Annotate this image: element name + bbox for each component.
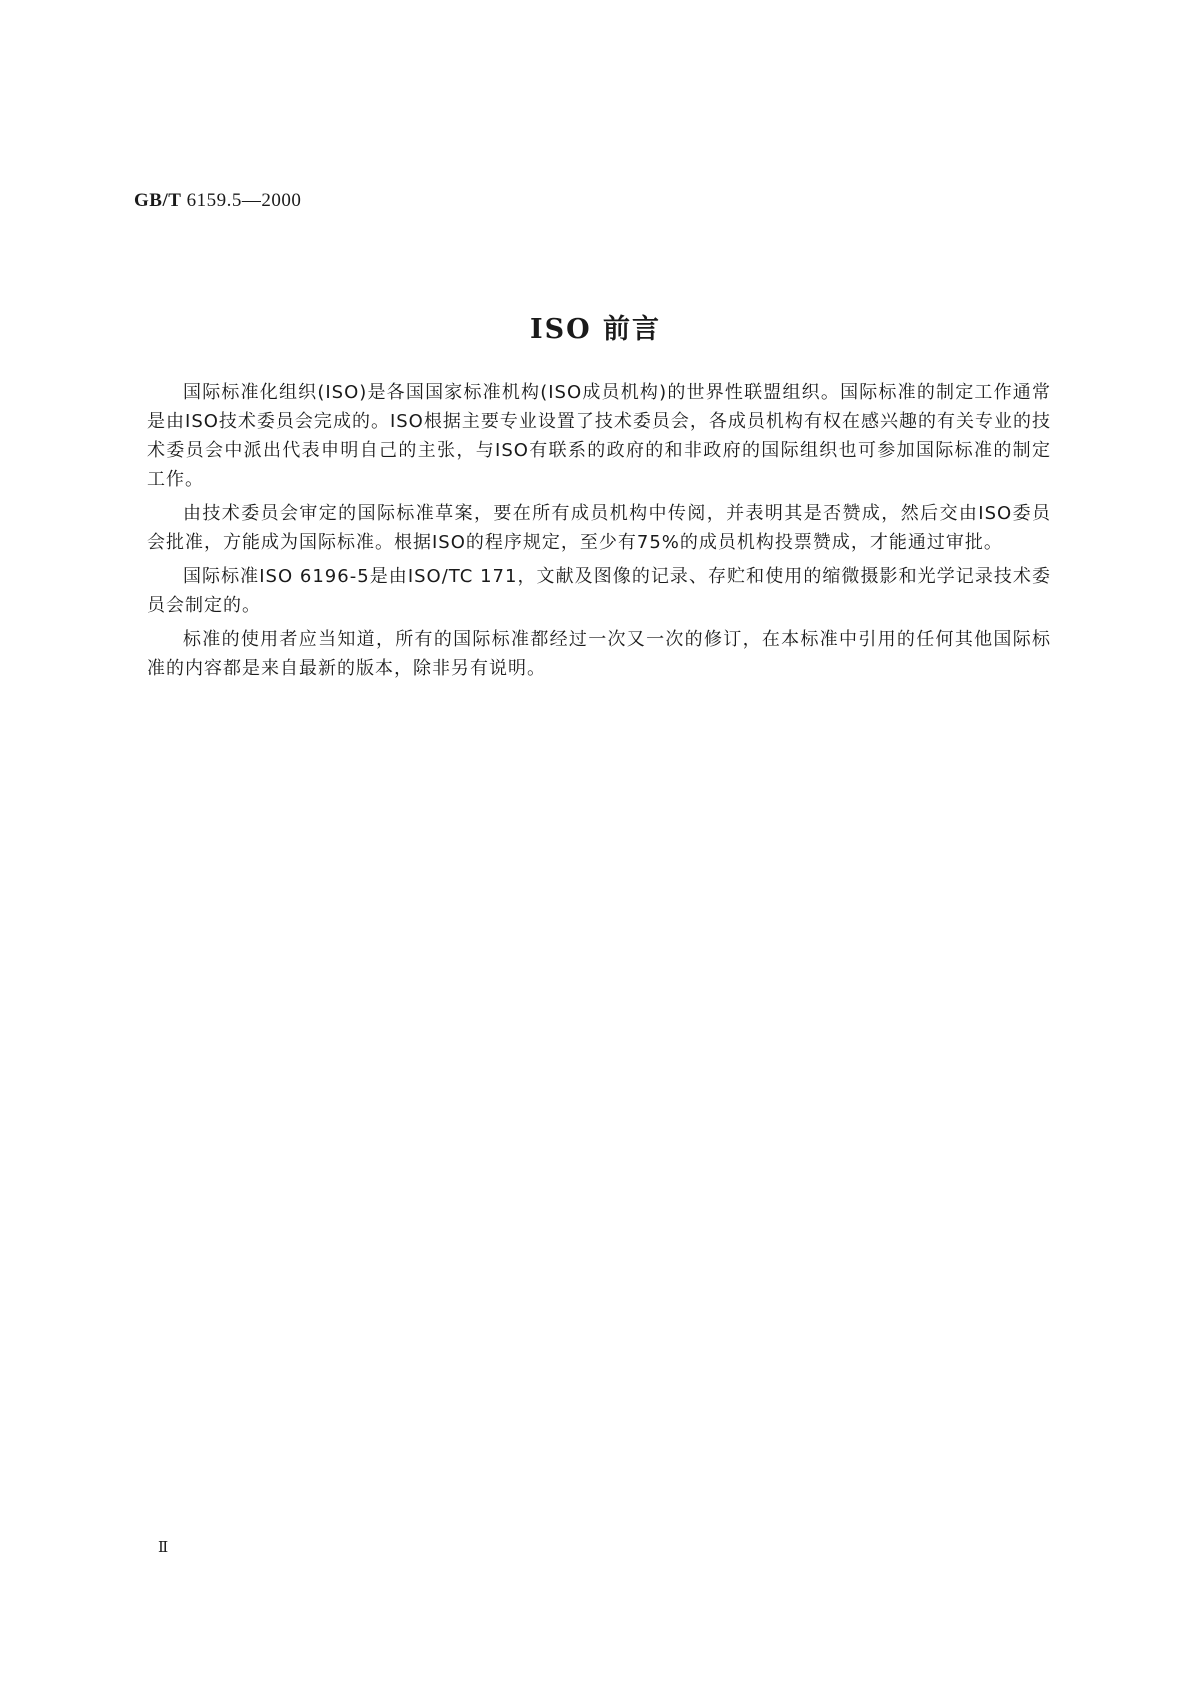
standard-code-number: 6159.5—2000: [186, 190, 302, 211]
standard-code: [134, 190, 301, 212]
paragraph-2: 由技术委员会审定的国际标准草案，要在所有成员机构中传阅，并表明其是否赞成，然后交由ISO委员会批准，方能成为国际标准。根据ISO的程序规定，至少有75%的成员机构投票赞成，才能通过审批。: [147, 503, 1051, 553]
page-number: Ⅱ: [158, 1540, 169, 1556]
page-title: ISO 前言: [529, 314, 662, 345]
foreword-body: [147, 378, 1051, 688]
paragraph-3: 国际标准ISO 6196-5是由ISO/TC 171，文献及图像的记录、存贮和使用的缩微摄影和光学记录技术委员会制定的。: [147, 566, 1051, 616]
paragraph-4: 标准的使用者应当知道，所有的国际标准都经过一次又一次的修订，在本标准中引用的任何其他国际标准的内容都是来自最新的版本，除非另有说明。: [147, 629, 1051, 679]
paragraph-1: 国际标准化组织(ISO)是各国国家标准机构(ISO成员机构)的世界性联盟组织。国际标准的制定工作通常是由ISO技术委员会完成的。ISO根据主要专业设置了技术委员会，各成员机构有权在感兴趣的有关专业的技术委员会中派出代表申明自己的主张，与ISO有联系的政府的和非政府的国际组织也可参加国际标准的制定工作。: [147, 382, 1051, 490]
standard-code-prefix: GB/T: [134, 190, 182, 211]
